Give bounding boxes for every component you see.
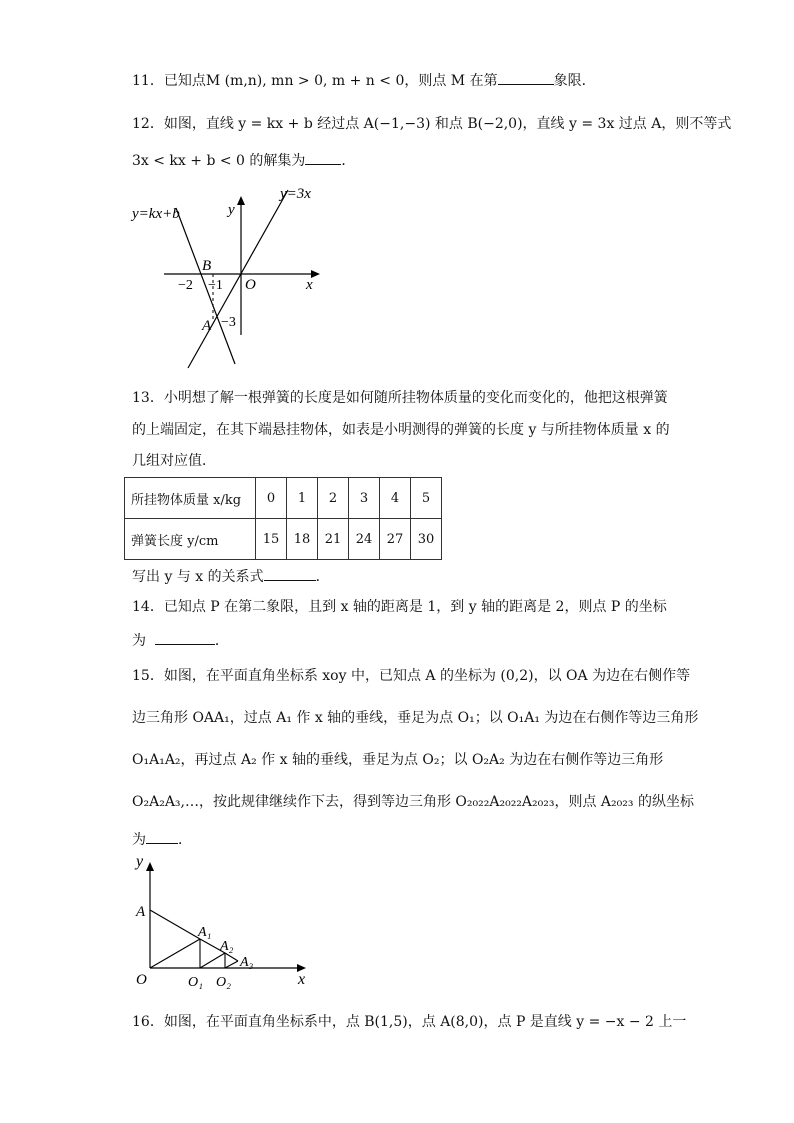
question-12-line1: 12．如图，直线 y = kx + b 经过点 A(−1,−3) 和点 B(−2,0)，直线 y = 3x 过点 A，则不等式 — [132, 116, 732, 132]
question-15-line2: 边三角形 OAA₁，过点 A₁ 作 x 轴的垂线，垂足为点 O₁；以 O₁A₁ 为边在右侧作等边三角形 — [132, 710, 699, 726]
q12-tail: ． — [341, 153, 356, 169]
q14-answer-blank[interactable] — [155, 630, 215, 645]
question-13-line3: 几组对应值． — [132, 453, 216, 469]
fig12-tick-m1: −1 — [208, 278, 223, 293]
table-row2-header: 弹簧长度 y/cm — [125, 519, 256, 560]
question-11 — [132, 70, 596, 91]
fig12-tick-m2: −2 — [178, 278, 193, 293]
table-cell: 4 — [380, 478, 411, 519]
question-13-relation — [132, 566, 330, 587]
table-cell: 21 — [318, 519, 349, 560]
fig12-tick-m3: −3 — [221, 315, 236, 330]
fig12-label-A: A — [202, 318, 212, 334]
question-12-line2 — [132, 150, 355, 171]
figure-12 — [128, 180, 338, 370]
question-15-line5 — [132, 829, 192, 850]
question-16-line1: 16．如图，在平面直角坐标系中，点 B(1,5)，点 A(8,0)，点 P 是直线 y = −x − 2 上一 — [132, 1014, 687, 1030]
table-cell: 27 — [380, 519, 411, 560]
table-cell: 5 — [411, 478, 442, 519]
fig15-label-A3: A₃ — [240, 955, 254, 970]
fig12-label-y: y — [228, 202, 235, 218]
q15-line5-text: 为 — [132, 832, 146, 848]
fig12-label-ykxb: y=kx+b — [132, 206, 180, 222]
question-13-line1: 13．小明想了解一根弹簧的长度是如何随所挂物体质量的变化而变化的，他把这根弹簧 — [132, 390, 668, 406]
fig15-label-O2: O₂ — [216, 975, 231, 990]
q12-answer-blank[interactable] — [305, 150, 341, 165]
question-15-line4: O₂A₂A₃,…，按此规律继续作下去，得到等边三角形 O₂₀₂₂A₂₀₂₂A₂₀₂₃，则点 A₂₀₂₃ 的纵坐标 — [132, 794, 694, 810]
fig12-label-y3x: y=3x — [280, 186, 311, 202]
question-14-line2 — [132, 630, 229, 651]
question-15-line3: O₁A₁A₂，再过点 A₂ 作 x 轴的垂线，垂足为点 O₂；以 O₂A₂ 为边在右侧作等边三角形 — [132, 752, 664, 768]
fig12-label-x: x — [306, 277, 313, 293]
fig15-y-arrow — [146, 862, 154, 871]
fig15-label-A2: A₂ — [220, 939, 234, 954]
q15-answer-blank[interactable] — [146, 829, 178, 844]
q14-tail: ． — [214, 633, 229, 649]
question-15-line1: 15．如图，在平面直角坐标系 xoy 中，已知点 A 的坐标为 (0,2)，以 OA 为边在右侧作等 — [132, 668, 691, 684]
table-row1-header: 所挂物体质量 x/kg — [125, 478, 256, 519]
q12-line2-text: 3x < kx + b < 0 的解集为 — [132, 153, 306, 169]
table-cell: 2 — [318, 478, 349, 519]
fig15-label-x: x — [298, 971, 306, 988]
figure-15 — [130, 852, 320, 992]
fig12-y-arrow — [237, 196, 245, 205]
fig15-label-O: O — [136, 972, 147, 988]
table-cell: 15 — [256, 519, 287, 560]
q11-tail: 象限． — [553, 73, 596, 89]
fig12-label-O: O — [245, 277, 256, 293]
fig15-segment — [200, 953, 225, 968]
q13-after-text: 写出 y 与 x 的关系式 — [132, 569, 264, 585]
table-cell: 18 — [287, 519, 318, 560]
spring-data-table — [124, 477, 442, 560]
table-row — [125, 478, 442, 519]
fig15-segment — [150, 939, 200, 968]
table-row — [125, 519, 442, 560]
question-14-line1: 14．已知点 P 在第二象限，且到 x 轴的距离是 1，到 y 轴的距离是 2，则点 P 的坐标 — [132, 599, 667, 615]
fig15-label-y: y — [136, 853, 144, 870]
fig15-label-O1: O₁ — [188, 975, 203, 990]
q11-text: 11．已知点M (m,n), mn > 0, m + n < 0，则点 M 在第 — [132, 73, 498, 89]
table-cell: 0 — [256, 478, 287, 519]
q14-line2-text: 为 — [132, 633, 146, 649]
fig12-label-B: B — [202, 258, 212, 274]
fig15-segment — [225, 953, 238, 961]
fig15-label-A: A — [136, 904, 146, 920]
q15-tail: ． — [178, 832, 192, 848]
table-cell: 24 — [349, 519, 380, 560]
fig15-segment — [225, 961, 238, 968]
q13-answer-blank[interactable] — [264, 566, 316, 581]
q11-answer-blank[interactable] — [498, 70, 554, 85]
question-13-line2: 的上端固定，在其下端悬挂物体，如表是小明测得的弹簧的长度 y 与所挂物体质量 x 的 — [132, 422, 670, 438]
q13-tail: ． — [315, 569, 330, 585]
table-cell: 30 — [411, 519, 442, 560]
fig15-segment — [150, 910, 200, 939]
table-cell: 3 — [349, 478, 380, 519]
table-cell: 1 — [287, 478, 318, 519]
fig15-label-A1: A₁ — [198, 925, 212, 940]
